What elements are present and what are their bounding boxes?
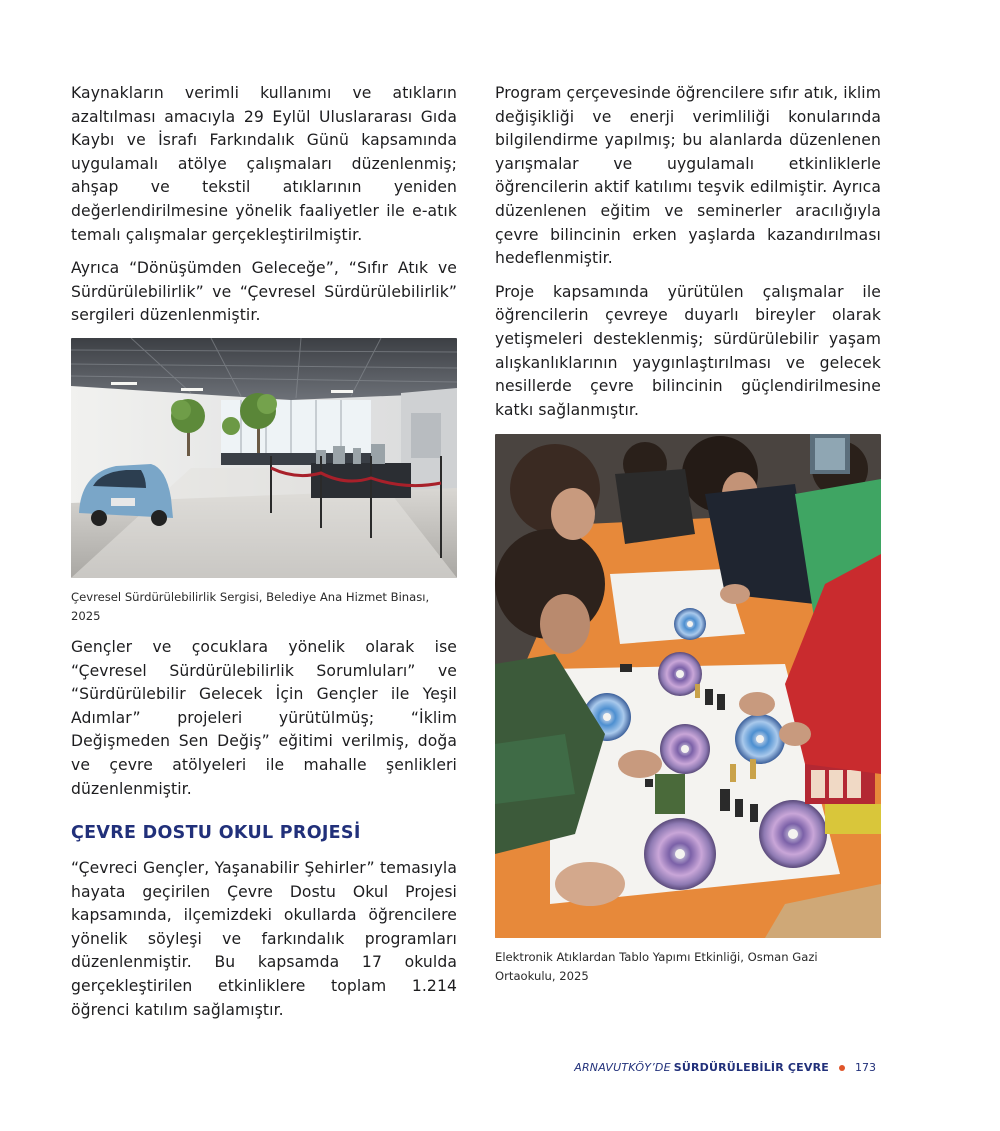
footer-title: SÜRDÜRÜLEBİLİR ÇEVRE [673, 1061, 829, 1074]
orange-dot-icon [839, 1065, 845, 1071]
section-title: ÇEVRE DOSTU OKUL PROJESİ [71, 823, 361, 844]
footer-prefix: ARNAVUTKÖY’DE [574, 1061, 671, 1074]
right-column [495, 82, 881, 986]
body-paragraph: “Çevreci Gençler, Yaşanabilir Şehirler” temasıyla hayata geçirilen Çevre Dostu Okul Projesi kapsamında, ilçemizdeki okullarda öğrencilere yönelik söyleşi ve farkındalık programları düzenlenmiştir. Bu kapsamda 17 okulda gerçekleştirilen etkinliklere toplam 1.214 öğrenci katılım sağlamıştır. [71, 859, 457, 1019]
photo-caption: Elektronik Atıklardan Tablo Yapımı Etkinliği, Osman Gazi Ortaokulu, 2025 [495, 950, 818, 984]
body-paragraph: Ayrıca “Dönüşümden Geleceğe”, “Sıfır Atık ve Sürdürülebilirlik” ve “Çevresel Sürdürülebilirlik” sergileri düzenlenmiştir. [71, 259, 457, 325]
exhibition-photo [71, 338, 457, 578]
workshop-photo [495, 434, 881, 938]
e-waste-workshop-image [495, 434, 881, 938]
body-paragraph: Program çerçevesinde öğrencilere sıfır atık, iklim değişikliği ve enerji verimliliği konularında bilgilendirme yapılmış; bu alanlarda düzenlenen yarışmalar ve uygulamalı etkinliklerle öğrencilerin aktif katılımı teşvik edilmiştir. Ayrıca düzenlenen eğitim ve seminerler aracılığıyla çevre bilincinin erken yaşlarda kazandırılması hedeflenmiştir. [495, 84, 882, 268]
body-paragraph: Gençler ve çocuklara yönelik olarak ise “Çevresel Sürdürülebilirlik Sorumluları” ve “Sürdürülebilir Gelecek İçin Gençler ile Yeşil Adımlar” projeleri yürütülmüş; “İklim Değişmeden Sen Değiş” eğitimi verilmiş, doğa ve çevre atölyeleri ile mahalle şenlikleri düzenlenmiştir. [71, 637, 457, 798]
left-column [71, 82, 457, 1032]
exhibition-hall-image [71, 338, 457, 578]
photo-caption: Çevresel Sürdürülebilirlik Sergisi, Belediye Ana Hizmet Binası, 2025 [71, 589, 430, 623]
page-number: 173 [855, 1061, 876, 1074]
body-paragraph: Kaynakların verimli kullanımı ve atıkların azaltılması amacıyla 29 Eylül Uluslararası Gıda Kaybı ve İsrafı Farkındalık Günü kapsamında uygulamalı atölye çalışmaları düzenlenmiş; ahşap ve tekstil atıklarının yeniden değerlendirilmesine yönelik faaliyetler ile e-atık temalı çalışmalar gerçekleştirilmiştir. [71, 84, 457, 244]
body-paragraph: Proje kapsamında yürütülen çalışmalar ile öğrencilerin çevreye duyarlı bireyler olarak yetişmeleri desteklenmiş; sürdürülebilir yaşam alışkanlıklarının yaygınlaştırılması ve gelecek nesillerde çevre bilincinin güçlendirilmesine katkı sağlanmıştır. [495, 282, 881, 419]
page-footer [574, 1061, 876, 1074]
